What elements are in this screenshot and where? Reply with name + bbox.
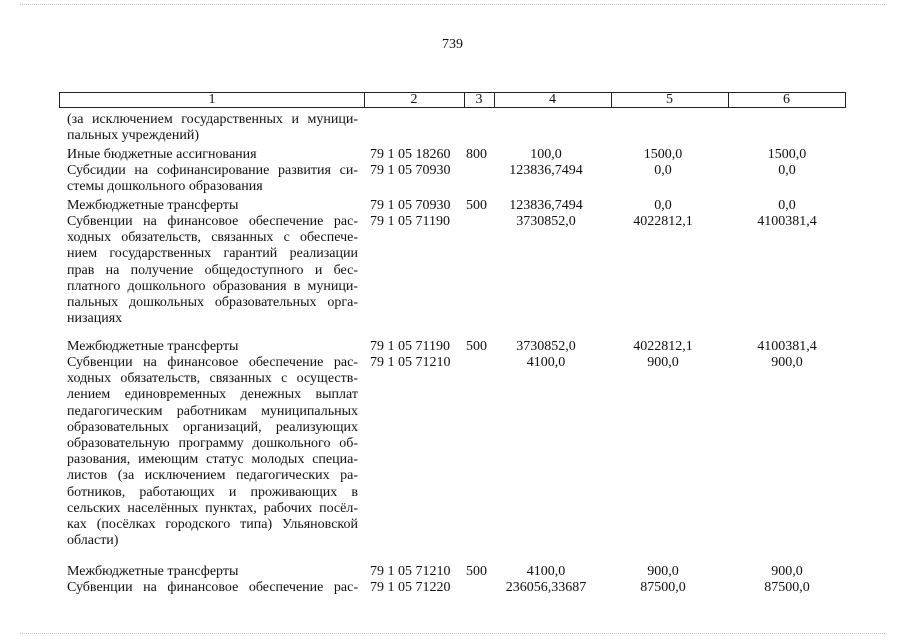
amount-col-5: 0,0 — [654, 198, 672, 213]
amount-col-6: 900,0 — [771, 355, 803, 370]
description-line: Межбюджетные трансферты — [67, 198, 239, 213]
page-number: 739 — [442, 37, 463, 52]
description-line: стемы дошкольного образования — [67, 179, 263, 195]
description-line: пальных дошкольных образовательных орга- — [67, 295, 358, 311]
scan-bottom-edge — [20, 633, 885, 634]
description-line: образовательных организаций, реализующих — [67, 419, 358, 435]
amount-col-4: 3730852,0 — [516, 214, 576, 229]
target-article-code: 79 1 05 71210 — [370, 355, 451, 370]
description-line: прав на получение общедоступного и бес- — [67, 262, 358, 278]
amount-col-4: 100,0 — [530, 147, 562, 162]
description-line: Межбюджетные трансферты — [67, 564, 239, 579]
expense-type-code: 500 — [466, 564, 487, 579]
description-line: образовательную программу дошкольного об- — [67, 436, 358, 452]
target-article-code: 79 1 05 18260 — [370, 147, 451, 162]
target-article-code: 79 1 05 70930 — [370, 198, 451, 213]
description-line: ходных обязательств, связанных с обеспече- — [67, 230, 358, 246]
expense-type-code: 800 — [466, 147, 487, 162]
column-header-4: 4 — [549, 92, 556, 107]
column-header-6: 6 — [783, 92, 790, 107]
expense-type-code: 500 — [466, 198, 487, 213]
description-line: Субвенции на финансовое обеспечение рас- — [67, 580, 358, 595]
target-article-code: 79 1 05 71190 — [370, 214, 450, 229]
description-line: нием государственных гарантий реализации — [67, 246, 358, 262]
amount-col-5: 900,0 — [647, 355, 679, 370]
column-header-3: 3 — [475, 92, 483, 107]
amount-col-5: 4022812,1 — [633, 214, 693, 229]
amount-col-4: 236056,33687 — [505, 580, 587, 595]
table-header — [59, 92, 846, 108]
description-line: низациях — [67, 311, 123, 327]
expense-type-code: 500 — [466, 339, 487, 354]
target-article-code: 79 1 05 71210 — [370, 564, 451, 579]
description-line: листов (за исключением педагогических ра- — [67, 468, 358, 484]
description-line: Иные бюджетные ассигнования — [67, 147, 257, 162]
row-description — [67, 147, 358, 163]
row-description — [67, 198, 358, 214]
description-line: Субсидии на софинансирование развития си- — [67, 163, 358, 178]
row-description — [67, 580, 358, 596]
amount-col-4: 123836,7494 — [509, 198, 583, 213]
target-article-code: 79 1 05 70930 — [370, 163, 451, 178]
description-line: педагогическим работникам муниципальных — [67, 403, 358, 419]
amount-col-6: 0,0 — [778, 163, 796, 178]
description-line: ботников, работающих и проживающих в — [67, 484, 358, 500]
description-line: Межбюджетные трансферты — [67, 339, 239, 354]
target-article-code: 79 1 05 71190 — [370, 339, 450, 354]
description-line: платного дошкольного образования в муници- — [67, 278, 358, 294]
amount-col-6: 0,0 — [778, 198, 796, 213]
amount-col-6: 1500,0 — [767, 147, 807, 162]
amount-col-5: 900,0 — [647, 564, 679, 579]
description-line: (за исключением государственных и муници- — [67, 112, 358, 127]
amount-col-5: 0,0 — [654, 163, 672, 178]
row-description — [67, 564, 358, 580]
description-line: сельских населённых пунктах, рабочих посёл- — [67, 500, 358, 516]
amount-col-4: 3730852,0 — [516, 339, 576, 354]
amount-col-5: 87500,0 — [640, 580, 686, 595]
column-header-1: 1 — [208, 92, 216, 107]
description-line: Субвенции на финансовое обеспечение рас- — [67, 355, 358, 370]
scan-top-edge — [20, 4, 885, 5]
description-line: ках (посёлках городского типа) Ульяновской — [67, 517, 358, 533]
row-description — [67, 163, 358, 195]
description-line: области) — [67, 533, 119, 549]
description-line: лением единовременных денежных выплат — [67, 387, 358, 403]
amount-col-5: 4022812,1 — [633, 339, 693, 354]
amount-col-5: 1500,0 — [643, 147, 683, 162]
row-description — [67, 339, 358, 355]
description-line: разования, имеющим статус молодых специа- — [67, 452, 358, 468]
amount-col-4: 123836,7494 — [509, 163, 583, 178]
amount-col-4: 4100,0 — [526, 355, 566, 370]
amount-col-6: 900,0 — [771, 564, 803, 579]
description-line: ходных обязательств, связанных с осуществ- — [67, 371, 358, 387]
description-line: Субвенции на финансовое обеспечение рас- — [67, 214, 358, 229]
row-description — [67, 112, 358, 144]
column-header-5: 5 — [666, 92, 673, 107]
row-description — [67, 355, 358, 549]
amount-col-6: 4100381,4 — [757, 339, 817, 354]
amount-col-6: 87500,0 — [764, 580, 810, 595]
target-article-code: 79 1 05 71220 — [370, 580, 451, 595]
column-header-2: 2 — [410, 92, 418, 107]
description-line: пальных учреждений) — [67, 128, 200, 144]
amount-col-4: 4100,0 — [526, 564, 566, 579]
row-description — [67, 214, 358, 327]
amount-col-6: 4100381,4 — [757, 214, 817, 229]
